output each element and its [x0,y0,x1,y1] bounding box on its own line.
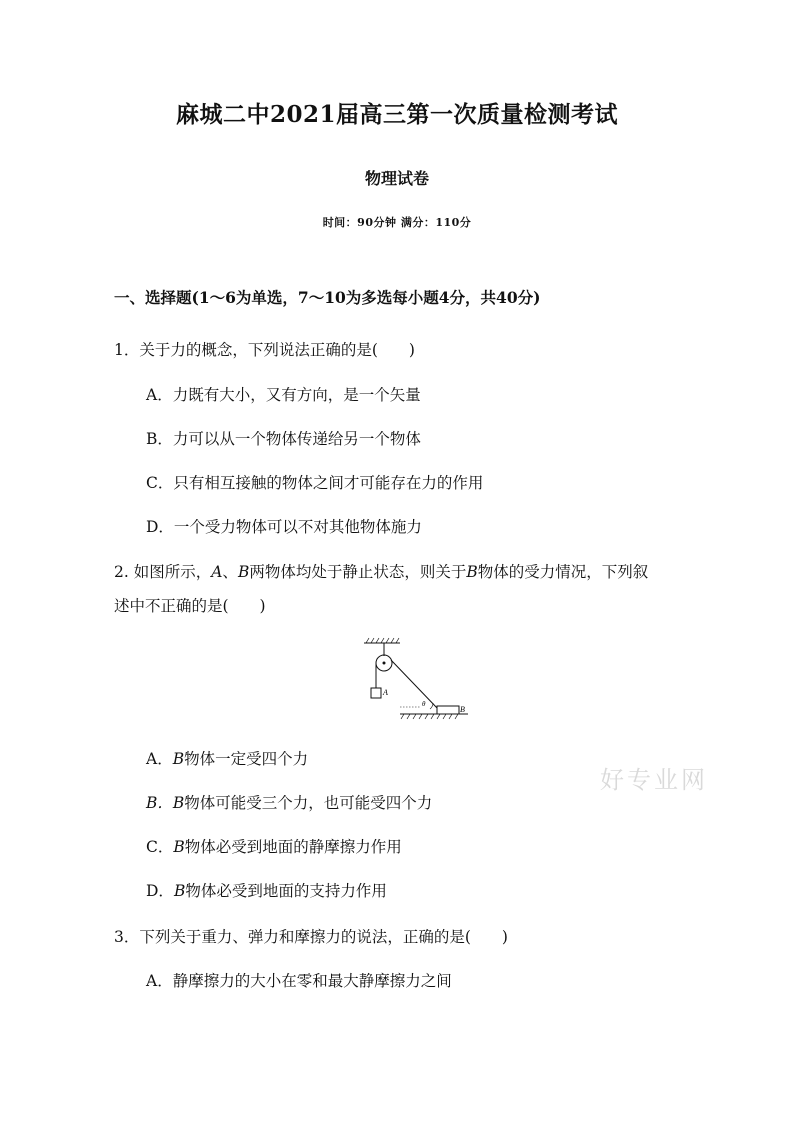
var-b: B [237,563,250,581]
block-b [437,706,459,714]
exam-subject: 物理试卷 [364,169,429,188]
question-1-option-b: B．力可以从一个物体传递给另一个物体 [146,430,421,448]
pulley-diagram [360,636,470,728]
watermark: 好专业网 [600,766,708,794]
question-2-option-b: B．B物体可能受三个力，也可能受四个力 [146,794,433,812]
question-2-option-a: A．B物体一定受四个力 [146,750,309,768]
question-3-stem: 3．下列关于重力、弹力和摩擦力的说法，正确的是( ) [114,928,508,946]
block-a [371,688,381,698]
var-a: A [211,563,223,581]
question-2-option-c: C．B物体必受到地面的静摩擦力作用 [146,838,402,856]
question-2-option-d: D．B物体必受到地面的支持力作用 [146,882,387,900]
question-3-option-a: A．静摩擦力的大小在零和最大静摩擦力之间 [146,972,452,990]
question-1-option-c: C．只有相互接触的物体之间才可能存在力的作用 [146,474,484,492]
question-1-option-a: A．力既有大小，又有方向，是一个矢量 [146,386,421,404]
question-2-stem-post: 物体的受力情况，下列叙 [477,563,649,581]
label-theta: θ [422,700,426,708]
exam-meta: 时间：90分钟 满分：110分 [322,216,472,229]
question-1-option-d: D．一个受力物体可以不对其他物体施力 [146,518,422,536]
question-2-stem-pre: 2. 如图所示， [114,563,212,581]
question-2-stem-mid: 两物体均处于静止状态，则关于 [249,563,467,581]
separator: 、 [222,563,238,581]
question-1-stem: 1．关于力的概念，下列说法正确的是( ) [114,341,415,359]
label-b: B [460,705,465,714]
var-b: B [466,563,478,581]
question-2-stem [114,560,648,582]
question-2-stem-line2: 述中不正确的是( ) [114,597,266,615]
label-a: A [383,688,388,697]
exam-title: 麻城二中2021届高三第一次质量检测考试 [175,101,618,128]
section-heading: 一、选择题(1～6为单选，7～10为多选每小题4分，共40分) [114,288,541,307]
